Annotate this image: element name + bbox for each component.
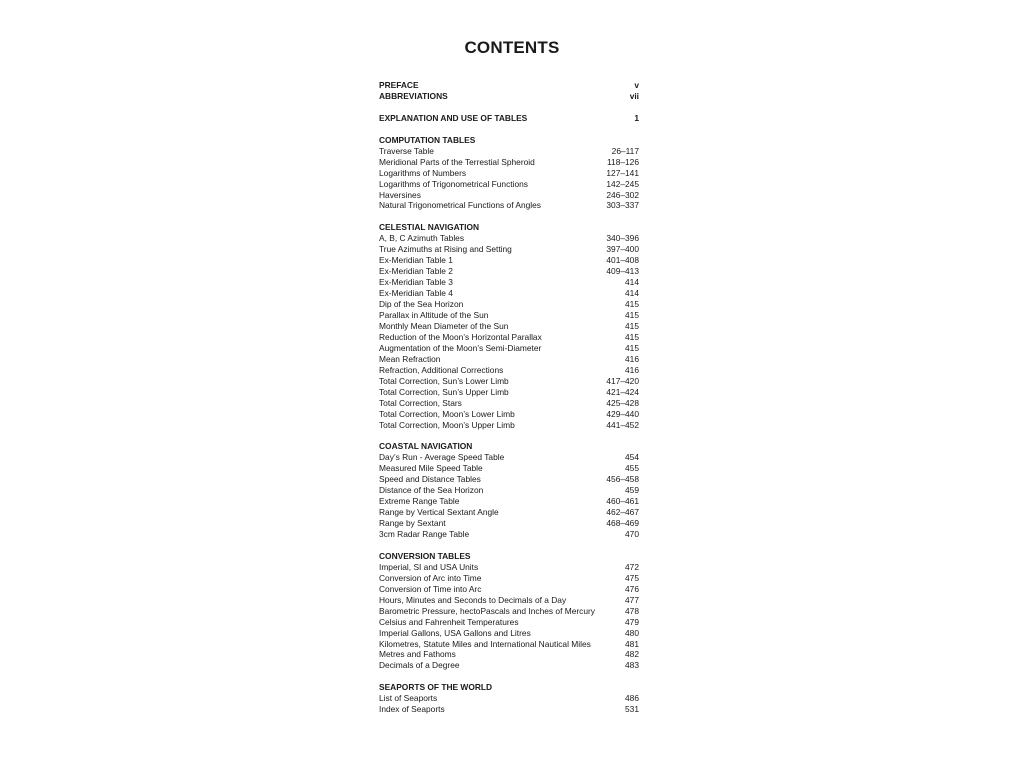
toc-entry-label: Imperial, SI and USA Units [379, 561, 479, 572]
toc-entry-page: 415 [625, 299, 639, 310]
toc-entry [379, 617, 639, 628]
toc-entry-page: 416 [625, 364, 639, 375]
toc-entry [379, 518, 639, 529]
toc-entry-label: Total Correction, Moon’s Upper Limb [379, 419, 515, 430]
toc-entry-label: Total Correction, Moon’s Lower Limb [379, 408, 515, 419]
toc-entry-page: 462–467 [606, 507, 639, 518]
toc-entry-label: ABBREVIATIONS [379, 90, 448, 101]
toc-entry [379, 420, 639, 431]
section-heading: COMPUTATION TABLES [379, 134, 476, 145]
toc-entry-page: 486 [625, 693, 639, 704]
toc-entry-page: 415 [625, 309, 639, 320]
toc-section [379, 551, 639, 671]
toc-entry-page: 476 [625, 583, 639, 594]
explanation-section [379, 113, 639, 124]
toc-entry-page: 414 [625, 277, 639, 288]
toc-entry-label: Imperial Gallons, USA Gallons and Litres [379, 627, 531, 638]
toc-entry-page: 454 [625, 452, 639, 463]
toc-entry-label: Total Correction, Sun’s Lower Limb [379, 375, 509, 386]
toc-entry-page: 475 [625, 572, 639, 583]
toc-entry [379, 704, 639, 715]
toc-entry-label: Extreme Range Table [379, 496, 460, 507]
toc-entry [379, 168, 639, 179]
toc-entry-abbreviations [379, 91, 639, 102]
toc-entry-label: Logarithms of Numbers [379, 167, 467, 178]
section-heading: CELESTIAL NAVIGATION [379, 222, 480, 233]
toc-entry-explanation [379, 113, 639, 124]
toc-entry [379, 244, 639, 255]
section-heading: SEAPORTS OF THE WORLD [379, 682, 493, 693]
toc-entry-page: 455 [625, 463, 639, 474]
toc-entry-page: 401–408 [606, 255, 639, 266]
toc-entry [379, 507, 639, 518]
toc-entry-page: 417–420 [606, 375, 639, 386]
toc-entry [379, 255, 639, 266]
toc-entry [379, 387, 639, 398]
toc-entry [379, 398, 639, 409]
section-heading: CONVERSION TABLES [379, 550, 471, 561]
toc-entry-page: 142–245 [606, 178, 639, 189]
toc-entry-page: 1 [634, 112, 639, 123]
toc-entry-label: PREFACE [379, 80, 419, 90]
toc-entry-label: Ex-Meridian Table 2 [379, 266, 453, 277]
toc-entry-preface [379, 80, 639, 91]
toc-entry-label: Parallax in Altitude of the Sun [379, 309, 489, 320]
toc-entry-label: A, B, C Azimuth Tables [379, 233, 465, 244]
toc-entry-label: Distance of the Sea Horizon [379, 485, 484, 496]
toc-entry [379, 409, 639, 420]
toc-entry-page: 456–458 [606, 474, 639, 485]
toc-entry-page: 483 [625, 660, 639, 671]
toc-entry-page: 460–461 [606, 496, 639, 507]
toc-entry-page: 415 [625, 342, 639, 353]
toc-entry-page: 472 [625, 561, 639, 572]
toc-entry-page: 477 [625, 594, 639, 605]
toc-entry-label: Decimals of a Degree [379, 660, 460, 671]
toc-entry-label: Total Correction, Sun’s Upper Limb [379, 386, 509, 397]
toc-entry-label: Kilometres, Statute Miles and International Nautical Miles [379, 638, 591, 649]
toc-entry [379, 693, 639, 704]
toc-entry-label: Day’s Run - Average Speed Table [379, 452, 505, 463]
toc-entry [379, 233, 639, 244]
toc-section [379, 135, 639, 212]
toc-entry-label: 3cm Radar Range Table [379, 529, 470, 540]
toc-entry [379, 562, 639, 573]
toc-entry [379, 200, 639, 211]
toc-entry [379, 277, 639, 288]
toc-entry [379, 584, 639, 595]
toc-entry-page: 127–141 [606, 167, 639, 178]
toc-entry-label: Conversion of Arc into Time [379, 572, 482, 583]
toc-entry-label: Measured Mile Speed Table [379, 463, 483, 474]
page-title: CONTENTS [464, 38, 560, 57]
toc-entry-page: vii [629, 90, 639, 101]
toc-entry [379, 573, 639, 584]
toc-entry-label: Monthly Mean Diameter of the Sun [379, 320, 509, 331]
toc-entry-label: Natural Trigonometrical Functions of Angles [379, 200, 541, 211]
toc-entry [379, 376, 639, 387]
toc-entry [379, 474, 639, 485]
toc-entry-label: Logarithms of Trigonometrical Functions [379, 178, 528, 189]
toc-entry-label: Index of Seaports [379, 704, 445, 715]
toc-entry-page: 429–440 [606, 408, 639, 419]
toc-sections [379, 135, 639, 715]
toc-entry [379, 628, 639, 639]
toc-entry-page: 415 [625, 331, 639, 342]
toc-entry [379, 266, 639, 277]
toc-entry [379, 529, 639, 540]
toc-entry [379, 660, 639, 671]
toc-entry-label: Augmentation of the Moon’s Semi-Diameter [379, 342, 542, 353]
toc-entry [379, 463, 639, 474]
toc-entry-label: True Azimuths at Rising and Setting [379, 244, 512, 255]
toc-section [379, 682, 639, 715]
toc-entry-label: Conversion of Time into Arc [379, 583, 482, 594]
toc-entry [379, 343, 639, 354]
toc-entry-label: Speed and Distance Tables [379, 474, 481, 485]
toc-entry-page: 397–400 [606, 244, 639, 255]
toc-entry-label: Dip of the Sea Horizon [379, 299, 464, 310]
toc-entry-page: 118–126 [607, 156, 639, 167]
toc-entry-page: 246–302 [606, 189, 639, 200]
toc-entry-page: 481 [625, 638, 639, 649]
toc-entry-page: 468–469 [606, 518, 639, 529]
toc-entry-page: 459 [625, 485, 639, 496]
toc-entry [379, 288, 639, 299]
toc-entry [379, 639, 639, 650]
toc-entry-page: 340–396 [606, 233, 639, 244]
table-of-contents [379, 80, 639, 726]
toc-entry [379, 321, 639, 332]
toc-entry-page: 482 [625, 649, 639, 660]
toc-entry [379, 606, 639, 617]
toc-entry [379, 146, 639, 157]
toc-entry [379, 452, 639, 463]
toc-entry-page: 478 [625, 605, 639, 616]
toc-entry-page: 414 [625, 288, 639, 299]
toc-entry-label: Hours, Minutes and Seconds to Decimals of a Day [379, 594, 567, 605]
toc-entry-label: EXPLANATION AND USE OF TABLES [379, 112, 528, 123]
toc-entry [379, 365, 639, 376]
toc-entry-label: Range by Vertical Sextant Angle [379, 507, 499, 518]
toc-entry-page: 441–452 [606, 419, 639, 430]
toc-entry-page: 415 [625, 320, 639, 331]
toc-entry-label: Haversines [379, 189, 421, 200]
toc-entry-label: Range by Sextant [379, 518, 446, 529]
toc-entry-label: Celsius and Fahrenheit Temperatures [379, 616, 519, 627]
toc-entry-label: Ex-Meridian Table 1 [379, 255, 453, 266]
toc-entry-label: Refraction, Additional Corrections [379, 364, 504, 375]
toc-entry-label: Barometric Pressure, hectoPascals and Inches of Mercury [379, 605, 595, 616]
toc-entry-page: 421–424 [606, 386, 639, 397]
toc-entry-label: Metres and Fathoms [379, 649, 456, 660]
toc-entry [379, 496, 639, 507]
toc-entry-label: Total Correction, Stars [379, 397, 462, 408]
toc-entry [379, 354, 639, 365]
toc-entry [379, 595, 639, 606]
toc-entry-label: Meridional Parts of the Terrestial Spheroid [379, 156, 535, 167]
toc-entry [379, 179, 639, 190]
toc-entry-page: 26–117 [611, 145, 639, 156]
toc-section [379, 441, 639, 540]
toc-entry-label: List of Seaports [379, 693, 438, 704]
toc-entry [379, 299, 639, 310]
toc-entry-page: v [634, 80, 639, 90]
toc-section [379, 222, 639, 430]
toc-entry [379, 649, 639, 660]
front-matter [379, 80, 639, 102]
toc-entry [379, 310, 639, 321]
toc-entry-page: 416 [625, 353, 639, 364]
toc-entry-label: Ex-Meridian Table 4 [379, 288, 453, 299]
toc-entry [379, 190, 639, 201]
toc-entry-page: 425–428 [606, 397, 639, 408]
toc-entry-label: Mean Refraction [379, 353, 441, 364]
toc-entry [379, 485, 639, 496]
toc-entry-label: Ex-Meridian Table 3 [379, 277, 453, 288]
toc-entry-page: 480 [625, 627, 639, 638]
toc-entry-page: 479 [625, 616, 639, 627]
toc-entry [379, 332, 639, 343]
section-heading: COASTAL NAVIGATION [379, 441, 473, 452]
toc-entry-page: 531 [625, 704, 639, 715]
toc-entry-label: Reduction of the Moon’s Horizontal Parallax [379, 331, 542, 342]
toc-entry-page: 409–413 [606, 266, 639, 277]
toc-entry-page: 470 [625, 529, 639, 540]
toc-entry [379, 157, 639, 168]
toc-entry-page: 303–337 [606, 200, 639, 211]
toc-entry-label: Traverse Table [379, 145, 434, 156]
